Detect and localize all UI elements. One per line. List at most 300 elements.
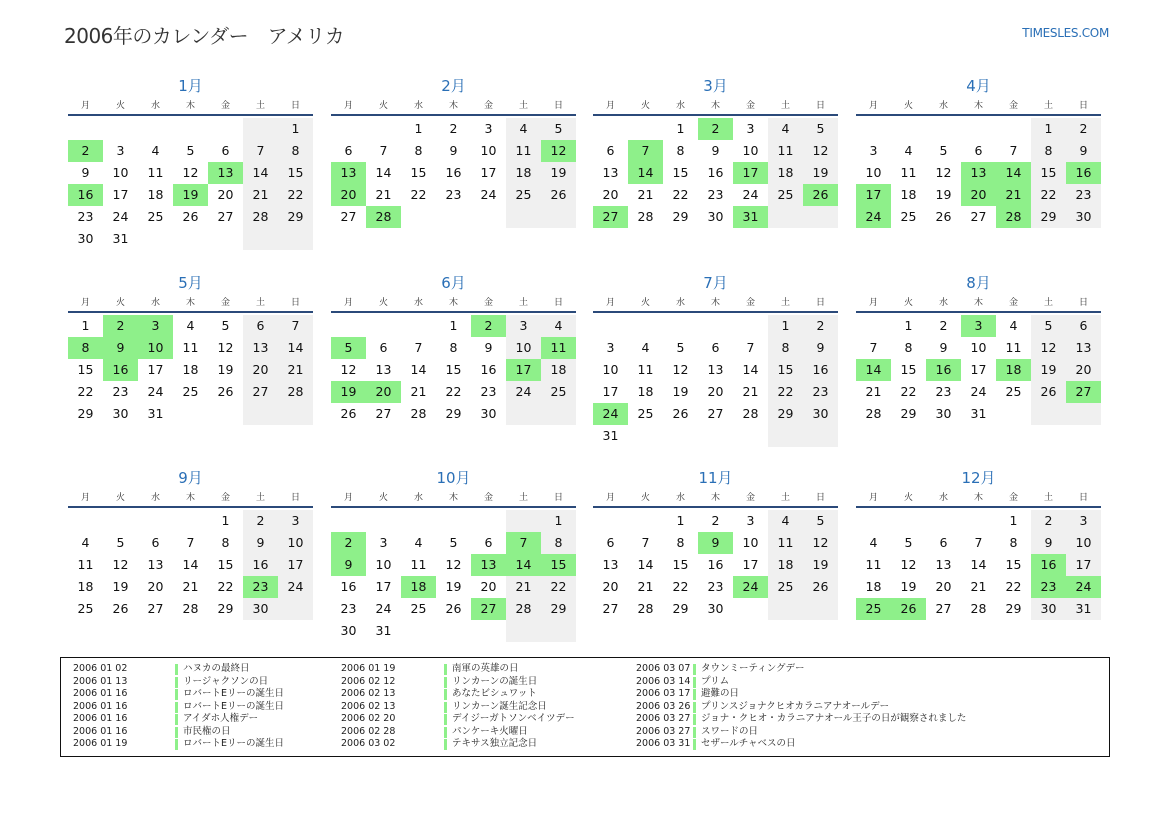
day-cell[interactable]: 22 — [77, 384, 94, 399]
day-cell[interactable]: 5 — [904, 535, 913, 550]
day-cell[interactable]: 18 — [768, 162, 803, 184]
day-cell[interactable]: 10 — [865, 165, 882, 180]
day-cell[interactable]: 7 — [1009, 143, 1018, 158]
day-cell[interactable]: 27 — [593, 206, 628, 228]
day-cell[interactable]: 22 — [672, 187, 689, 202]
day-cell[interactable]: 7 — [869, 340, 878, 355]
day-cell[interactable]: 19 — [217, 362, 234, 377]
day-cell[interactable]: 18 — [768, 554, 803, 576]
day-cell[interactable]: 9 — [803, 337, 838, 359]
day-cell[interactable]: 1 — [768, 315, 803, 337]
day-cell[interactable]: 8 — [221, 535, 230, 550]
day-cell[interactable]: 21 — [243, 184, 278, 206]
day-cell[interactable]: 5 — [803, 118, 838, 140]
day-cell[interactable]: 21 — [865, 384, 882, 399]
day-cell[interactable]: 15 — [278, 162, 313, 184]
day-cell[interactable]: 22 — [1031, 184, 1066, 206]
day-cell[interactable]: 3 — [116, 143, 125, 158]
day-cell[interactable]: 24 — [480, 187, 497, 202]
day-cell[interactable]: 25 — [1005, 384, 1022, 399]
day-cell[interactable]: 6 — [221, 143, 230, 158]
day-cell[interactable]: 7 — [414, 340, 423, 355]
day-cell[interactable]: 7 — [974, 535, 983, 550]
day-cell[interactable]: 27 — [243, 381, 278, 403]
day-cell[interactable]: 1 — [414, 121, 423, 136]
day-cell[interactable]: 2 — [1031, 510, 1066, 532]
day-cell[interactable]: 27 — [602, 601, 619, 616]
day-cell[interactable]: 6 — [606, 535, 615, 550]
day-cell[interactable]: 21 — [742, 384, 759, 399]
day-cell[interactable]: 1 — [1009, 513, 1018, 528]
day-cell[interactable]: 26 — [672, 406, 689, 421]
day-cell[interactable]: 28 — [970, 601, 987, 616]
day-cell[interactable]: 29 — [278, 206, 313, 228]
day-cell[interactable]: 27 — [1066, 381, 1101, 403]
day-cell[interactable]: 7 — [186, 535, 195, 550]
day-cell[interactable]: 8 — [1009, 535, 1018, 550]
day-cell[interactable]: 15 — [77, 362, 94, 377]
day-cell[interactable]: 11 — [541, 337, 576, 359]
day-cell[interactable]: 12 — [672, 362, 689, 377]
day-cell[interactable]: 9 — [81, 165, 90, 180]
day-cell[interactable]: 2 — [803, 315, 838, 337]
day-cell[interactable]: 25 — [768, 576, 803, 598]
day-cell[interactable]: 21 — [637, 579, 654, 594]
day-cell[interactable]: 1 — [904, 318, 913, 333]
day-cell[interactable]: 4 — [541, 315, 576, 337]
day-cell[interactable]: 5 — [331, 337, 366, 359]
day-cell[interactable]: 6 — [484, 535, 493, 550]
day-cell[interactable]: 17 — [970, 362, 987, 377]
day-cell[interactable]: 21 — [637, 187, 654, 202]
day-cell[interactable]: 3 — [506, 315, 541, 337]
day-cell[interactable]: 9 — [449, 143, 458, 158]
day-cell[interactable]: 1 — [1031, 118, 1066, 140]
day-cell[interactable]: 17 — [602, 384, 619, 399]
day-cell[interactable]: 28 — [506, 598, 541, 620]
day-cell[interactable]: 19 — [541, 162, 576, 184]
day-cell[interactable]: 16 — [480, 362, 497, 377]
day-cell[interactable]: 16 — [340, 579, 357, 594]
day-cell[interactable]: 12 — [217, 340, 234, 355]
day-cell[interactable]: 16 — [707, 557, 724, 572]
day-cell[interactable]: 29 — [1005, 601, 1022, 616]
day-cell[interactable]: 25 — [637, 406, 654, 421]
day-cell[interactable]: 11 — [147, 165, 164, 180]
day-cell[interactable]: 17 — [742, 557, 759, 572]
day-cell[interactable]: 9 — [1031, 532, 1066, 554]
day-cell[interactable]: 8 — [1031, 140, 1066, 162]
day-cell[interactable]: 23 — [1066, 184, 1101, 206]
day-cell[interactable]: 2 — [939, 318, 948, 333]
day-cell[interactable]: 6 — [379, 340, 388, 355]
day-cell[interactable]: 20 — [1066, 359, 1101, 381]
day-cell[interactable]: 3 — [746, 513, 755, 528]
day-cell[interactable]: 12 — [803, 140, 838, 162]
day-cell[interactable]: 20 — [331, 184, 366, 206]
day-cell[interactable]: 11 — [865, 557, 882, 572]
day-cell[interactable]: 13 — [243, 337, 278, 359]
day-cell[interactable]: 10 — [602, 362, 619, 377]
day-cell[interactable]: 17 — [147, 362, 164, 377]
day-cell[interactable]: 20 — [366, 381, 401, 403]
day-cell[interactable]: 31 — [375, 623, 392, 638]
day-cell[interactable]: 26 — [541, 184, 576, 206]
day-cell[interactable]: 12 — [445, 557, 462, 572]
day-cell[interactable]: 1 — [676, 121, 685, 136]
day-cell[interactable]: 5 — [1031, 315, 1066, 337]
day-cell[interactable]: 26 — [935, 209, 952, 224]
day-cell[interactable]: 7 — [243, 140, 278, 162]
day-cell[interactable]: 28 — [637, 601, 654, 616]
day-cell[interactable]: 30 — [480, 406, 497, 421]
day-cell[interactable]: 4 — [151, 143, 160, 158]
day-cell[interactable]: 23 — [445, 187, 462, 202]
day-cell[interactable]: 6 — [974, 143, 983, 158]
day-cell[interactable]: 28 — [637, 209, 654, 224]
day-cell[interactable]: 3 — [746, 121, 755, 136]
day-cell[interactable]: 15 — [768, 359, 803, 381]
day-cell[interactable]: 16 — [243, 554, 278, 576]
day-cell[interactable]: 14 — [996, 162, 1031, 184]
day-cell[interactable]: 17 — [112, 187, 129, 202]
day-cell[interactable]: 21 — [970, 579, 987, 594]
day-cell[interactable]: 13 — [707, 362, 724, 377]
day-cell[interactable]: 13 — [602, 557, 619, 572]
day-cell[interactable]: 22 — [541, 576, 576, 598]
day-cell[interactable]: 12 — [900, 557, 917, 572]
day-cell[interactable]: 29 — [768, 403, 803, 425]
day-cell[interactable]: 5 — [449, 535, 458, 550]
day-cell[interactable]: 24 — [742, 187, 759, 202]
day-cell[interactable]: 10 — [112, 165, 129, 180]
day-cell[interactable]: 13 — [147, 557, 164, 572]
day-cell[interactable]: 17 — [375, 579, 392, 594]
day-cell[interactable]: 26 — [891, 598, 926, 620]
day-cell[interactable]: 16 — [68, 184, 103, 206]
day-cell[interactable]: 8 — [768, 337, 803, 359]
day-cell[interactable]: 8 — [414, 143, 423, 158]
day-cell[interactable]: 11 — [410, 557, 427, 572]
day-cell[interactable]: 23 — [340, 601, 357, 616]
day-cell[interactable]: 19 — [331, 381, 366, 403]
day-cell[interactable]: 14 — [970, 557, 987, 572]
day-cell[interactable]: 20 — [147, 579, 164, 594]
day-cell[interactable]: 5 — [939, 143, 948, 158]
day-cell[interactable]: 14 — [742, 362, 759, 377]
day-cell[interactable]: 10 — [138, 337, 173, 359]
day-cell[interactable]: 29 — [77, 406, 94, 421]
day-cell[interactable]: 22 — [278, 184, 313, 206]
day-cell[interactable]: 23 — [243, 576, 278, 598]
day-cell[interactable]: 28 — [182, 601, 199, 616]
day-cell[interactable]: 18 — [147, 187, 164, 202]
day-cell[interactable]: 18 — [541, 359, 576, 381]
day-cell[interactable]: 31 — [147, 406, 164, 421]
day-cell[interactable]: 18 — [77, 579, 94, 594]
day-cell[interactable]: 8 — [541, 532, 576, 554]
day-cell[interactable]: 4 — [506, 118, 541, 140]
day-cell[interactable]: 2 — [449, 121, 458, 136]
day-cell[interactable]: 14 — [506, 554, 541, 576]
day-cell[interactable]: 26 — [217, 384, 234, 399]
day-cell[interactable]: 30 — [77, 231, 94, 246]
day-cell[interactable]: 26 — [803, 184, 838, 206]
day-cell[interactable]: 2 — [243, 510, 278, 532]
day-cell[interactable]: 18 — [637, 384, 654, 399]
day-cell[interactable]: 5 — [676, 340, 685, 355]
day-cell[interactable]: 15 — [217, 557, 234, 572]
day-cell[interactable]: 13 — [602, 165, 619, 180]
day-cell[interactable]: 10 — [506, 337, 541, 359]
day-cell[interactable]: 22 — [768, 381, 803, 403]
day-cell[interactable]: 9 — [1066, 140, 1101, 162]
day-cell[interactable]: 20 — [480, 579, 497, 594]
day-cell[interactable]: 23 — [707, 579, 724, 594]
day-cell[interactable]: 31 — [602, 428, 619, 443]
day-cell[interactable]: 11 — [768, 532, 803, 554]
day-cell[interactable]: 11 — [182, 340, 199, 355]
day-cell[interactable]: 25 — [506, 184, 541, 206]
day-cell[interactable]: 31 — [970, 406, 987, 421]
day-cell[interactable]: 4 — [904, 143, 913, 158]
day-cell[interactable]: 9 — [698, 532, 733, 554]
day-cell[interactable]: 8 — [676, 143, 685, 158]
day-cell[interactable]: 27 — [970, 209, 987, 224]
day-cell[interactable]: 8 — [676, 535, 685, 550]
day-cell[interactable]: 4 — [186, 318, 195, 333]
day-cell[interactable]: 6 — [711, 340, 720, 355]
day-cell[interactable]: 8 — [904, 340, 913, 355]
day-cell[interactable]: 21 — [410, 384, 427, 399]
day-cell[interactable]: 27 — [707, 406, 724, 421]
day-cell[interactable]: 9 — [484, 340, 493, 355]
day-cell[interactable]: 28 — [742, 406, 759, 421]
day-cell[interactable]: 3 — [278, 510, 313, 532]
day-cell[interactable]: 25 — [147, 209, 164, 224]
day-cell[interactable]: 4 — [414, 535, 423, 550]
day-cell[interactable]: 22 — [672, 579, 689, 594]
day-cell[interactable]: 16 — [103, 359, 138, 381]
day-cell[interactable]: 21 — [506, 576, 541, 598]
day-cell[interactable]: 8 — [449, 340, 458, 355]
day-cell[interactable]: 1 — [676, 513, 685, 528]
day-cell[interactable]: 28 — [996, 206, 1031, 228]
day-cell[interactable]: 15 — [410, 165, 427, 180]
day-cell[interactable]: 13 — [961, 162, 996, 184]
day-cell[interactable]: 6 — [344, 143, 353, 158]
day-cell[interactable]: 11 — [900, 165, 917, 180]
day-cell[interactable]: 12 — [340, 362, 357, 377]
day-cell[interactable]: 24 — [112, 209, 129, 224]
day-cell[interactable]: 25 — [77, 601, 94, 616]
day-cell[interactable]: 17 — [506, 359, 541, 381]
day-cell[interactable]: 30 — [112, 406, 129, 421]
day-cell[interactable]: 16 — [803, 359, 838, 381]
day-cell[interactable]: 24 — [593, 403, 628, 425]
day-cell[interactable]: 11 — [637, 362, 654, 377]
day-cell[interactable]: 13 — [375, 362, 392, 377]
day-cell[interactable]: 30 — [707, 209, 724, 224]
day-cell[interactable]: 23 — [935, 384, 952, 399]
day-cell[interactable]: 28 — [410, 406, 427, 421]
day-cell[interactable]: 29 — [217, 601, 234, 616]
day-cell[interactable]: 16 — [1066, 162, 1101, 184]
day-cell[interactable]: 15 — [1005, 557, 1022, 572]
day-cell[interactable]: 6 — [151, 535, 160, 550]
day-cell[interactable]: 1 — [278, 118, 313, 140]
day-cell[interactable]: 3 — [484, 121, 493, 136]
day-cell[interactable]: 17 — [278, 554, 313, 576]
day-cell[interactable]: 7 — [278, 315, 313, 337]
day-cell[interactable]: 15 — [672, 165, 689, 180]
day-cell[interactable]: 1 — [449, 318, 458, 333]
day-cell[interactable]: 12 — [541, 140, 576, 162]
day-cell[interactable]: 19 — [445, 579, 462, 594]
day-cell[interactable]: 3 — [961, 315, 996, 337]
day-cell[interactable]: 30 — [803, 403, 838, 425]
day-cell[interactable]: 16 — [1031, 554, 1066, 576]
day-cell[interactable]: 23 — [77, 209, 94, 224]
day-cell[interactable]: 1 — [81, 318, 90, 333]
day-cell[interactable]: 7 — [506, 532, 541, 554]
day-cell[interactable]: 13 — [471, 554, 506, 576]
day-cell[interactable]: 20 — [602, 579, 619, 594]
day-cell[interactable]: 16 — [926, 359, 961, 381]
day-cell[interactable]: 2 — [331, 532, 366, 554]
day-cell[interactable]: 25 — [182, 384, 199, 399]
day-cell[interactable]: 19 — [935, 187, 952, 202]
day-cell[interactable]: 13 — [1066, 337, 1101, 359]
day-cell[interactable]: 2 — [471, 315, 506, 337]
day-cell[interactable]: 24 — [506, 381, 541, 403]
day-cell[interactable]: 6 — [606, 143, 615, 158]
day-cell[interactable]: 10 — [970, 340, 987, 355]
day-cell[interactable]: 11 — [1005, 340, 1022, 355]
day-cell[interactable]: 19 — [173, 184, 208, 206]
day-cell[interactable]: 26 — [1031, 381, 1066, 403]
day-cell[interactable]: 4 — [641, 340, 650, 355]
day-cell[interactable]: 11 — [506, 140, 541, 162]
day-cell[interactable]: 2 — [103, 315, 138, 337]
day-cell[interactable]: 15 — [1031, 162, 1066, 184]
day-cell[interactable]: 21 — [278, 359, 313, 381]
day-cell[interactable]: 21 — [996, 184, 1031, 206]
day-cell[interactable]: 1 — [541, 510, 576, 532]
day-cell[interactable]: 13 — [208, 162, 243, 184]
day-cell[interactable]: 10 — [742, 143, 759, 158]
day-cell[interactable]: 27 — [340, 209, 357, 224]
day-cell[interactable]: 5 — [186, 143, 195, 158]
day-cell[interactable]: 5 — [803, 510, 838, 532]
day-cell[interactable]: 30 — [1031, 598, 1066, 620]
day-cell[interactable]: 3 — [379, 535, 388, 550]
day-cell[interactable]: 13 — [331, 162, 366, 184]
day-cell[interactable]: 10 — [1066, 532, 1101, 554]
day-cell[interactable]: 2 — [698, 118, 733, 140]
day-cell[interactable]: 29 — [1031, 206, 1066, 228]
day-cell[interactable]: 26 — [445, 601, 462, 616]
day-cell[interactable]: 4 — [869, 535, 878, 550]
day-cell[interactable]: 28 — [865, 406, 882, 421]
day-cell[interactable]: 30 — [935, 406, 952, 421]
day-cell[interactable]: 18 — [182, 362, 199, 377]
day-cell[interactable]: 26 — [340, 406, 357, 421]
day-cell[interactable]: 28 — [278, 381, 313, 403]
day-cell[interactable]: 14 — [410, 362, 427, 377]
day-cell[interactable]: 29 — [900, 406, 917, 421]
day-cell[interactable]: 24 — [375, 601, 392, 616]
day-cell[interactable]: 23 — [803, 381, 838, 403]
day-cell[interactable]: 30 — [340, 623, 357, 638]
day-cell[interactable]: 28 — [366, 206, 401, 228]
day-cell[interactable]: 17 — [733, 162, 768, 184]
day-cell[interactable]: 3 — [606, 340, 615, 355]
day-cell[interactable]: 31 — [733, 206, 768, 228]
day-cell[interactable]: 20 — [217, 187, 234, 202]
day-cell[interactable]: 24 — [856, 206, 891, 228]
day-cell[interactable]: 21 — [375, 187, 392, 202]
day-cell[interactable]: 24 — [1066, 576, 1101, 598]
day-cell[interactable]: 24 — [970, 384, 987, 399]
day-cell[interactable]: 9 — [939, 340, 948, 355]
day-cell[interactable]: 7 — [641, 535, 650, 550]
day-cell[interactable]: 14 — [637, 557, 654, 572]
day-cell[interactable]: 27 — [217, 209, 234, 224]
day-cell[interactable]: 20 — [602, 187, 619, 202]
day-cell[interactable]: 18 — [900, 187, 917, 202]
day-cell[interactable]: 25 — [900, 209, 917, 224]
day-cell[interactable]: 7 — [746, 340, 755, 355]
day-cell[interactable]: 14 — [182, 557, 199, 572]
day-cell[interactable]: 12 — [935, 165, 952, 180]
day-cell[interactable]: 6 — [243, 315, 278, 337]
day-cell[interactable]: 10 — [278, 532, 313, 554]
day-cell[interactable]: 5 — [116, 535, 125, 550]
day-cell[interactable]: 14 — [628, 162, 663, 184]
day-cell[interactable]: 18 — [996, 359, 1031, 381]
day-cell[interactable]: 22 — [900, 384, 917, 399]
day-cell[interactable]: 2 — [1066, 118, 1101, 140]
day-cell[interactable]: 21 — [182, 579, 199, 594]
day-cell[interactable]: 27 — [935, 601, 952, 616]
day-cell[interactable]: 20 — [707, 384, 724, 399]
day-cell[interactable]: 29 — [445, 406, 462, 421]
day-cell[interactable]: 12 — [803, 532, 838, 554]
day-cell[interactable]: 27 — [471, 598, 506, 620]
day-cell[interactable]: 6 — [1066, 315, 1101, 337]
day-cell[interactable]: 15 — [445, 362, 462, 377]
day-cell[interactable]: 20 — [961, 184, 996, 206]
day-cell[interactable]: 8 — [68, 337, 103, 359]
day-cell[interactable]: 24 — [733, 576, 768, 598]
day-cell[interactable]: 3 — [869, 143, 878, 158]
day-cell[interactable]: 19 — [672, 384, 689, 399]
day-cell[interactable]: 4 — [1009, 318, 1018, 333]
day-cell[interactable]: 20 — [935, 579, 952, 594]
day-cell[interactable]: 14 — [856, 359, 891, 381]
day-cell[interactable]: 19 — [803, 554, 838, 576]
day-cell[interactable]: 17 — [1066, 554, 1101, 576]
day-cell[interactable]: 12 — [182, 165, 199, 180]
day-cell[interactable]: 14 — [278, 337, 313, 359]
day-cell[interactable]: 25 — [410, 601, 427, 616]
day-cell[interactable]: 23 — [707, 187, 724, 202]
day-cell[interactable]: 17 — [480, 165, 497, 180]
day-cell[interactable]: 17 — [856, 184, 891, 206]
day-cell[interactable]: 12 — [112, 557, 129, 572]
day-cell[interactable]: 12 — [1031, 337, 1066, 359]
